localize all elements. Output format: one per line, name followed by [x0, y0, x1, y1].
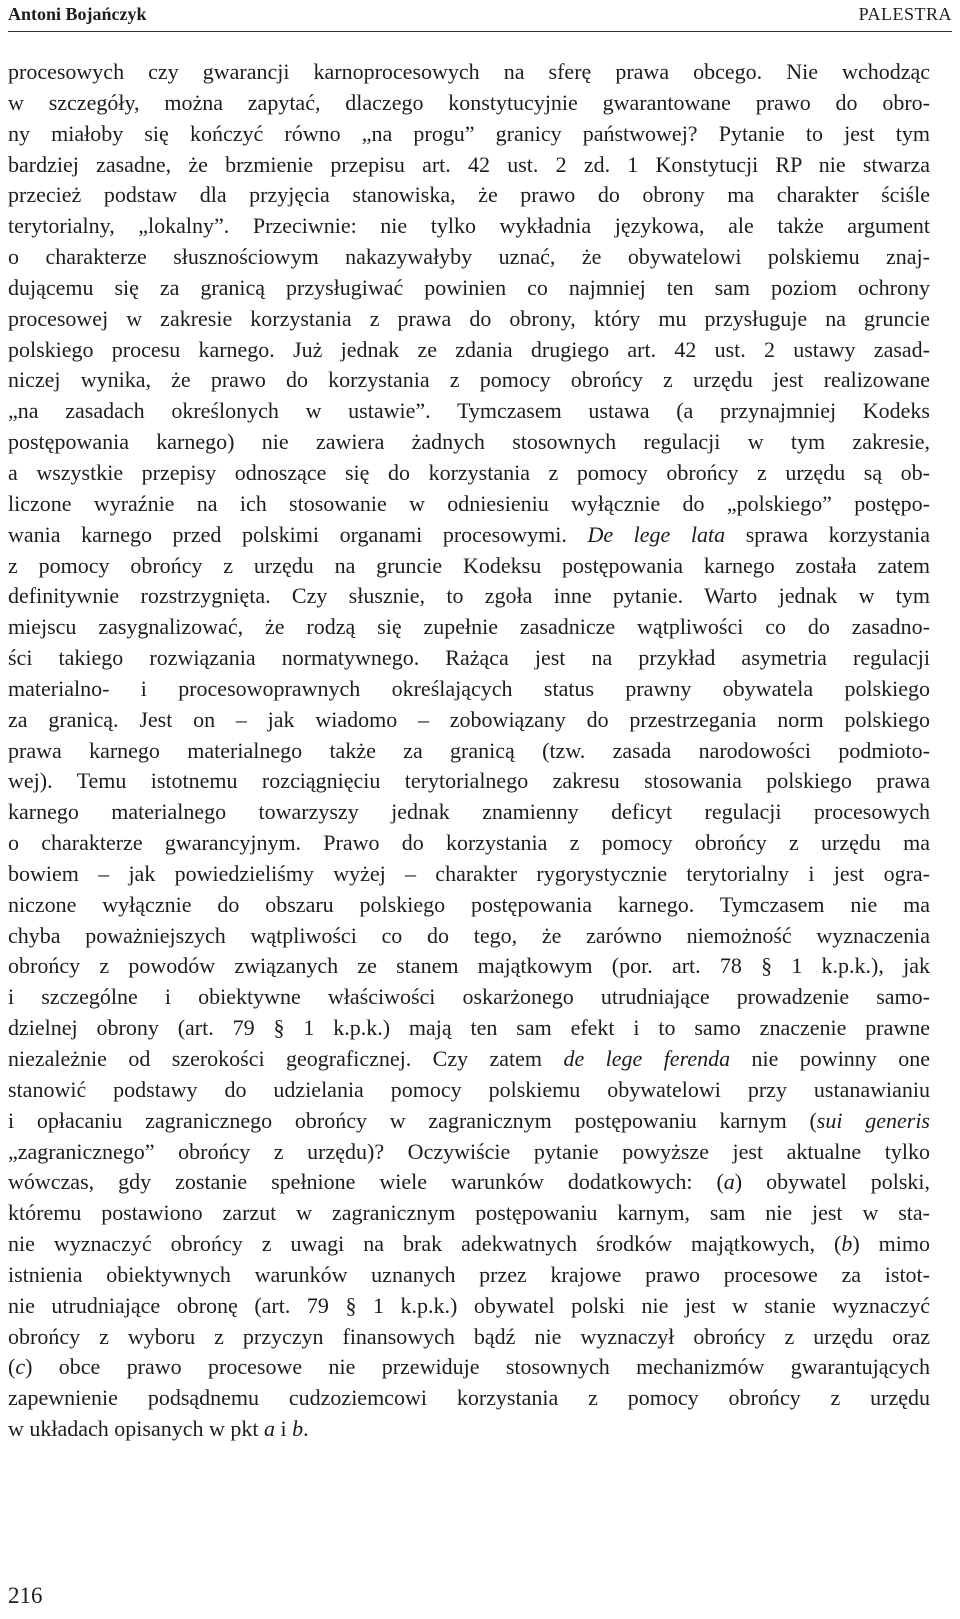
text-line: dującemu się za granicą przysługiwać powinien co najmniej ten sam poziom ochrony [8, 274, 930, 300]
text-line: karnego materialnego towarzyszy jednak znamienny deficyt regulacji procesowych [8, 799, 930, 825]
text-line: z pomocy obrońcy z urzędu na gruncie Kodeksu postępowania karnego została zatem [8, 552, 930, 578]
text-line: przecież podstaw dla przyjęcia stanowiska, że prawo do obrony ma charakter ściśle [8, 182, 930, 208]
text-line: i opłacaniu zagranicznego obrońcy w zagranicznym postępowaniu karnym (sui generis [8, 1107, 930, 1133]
text-line: prawa karnego materialnego także za granicą (tzw. zasada narodowości podmioto- [8, 737, 930, 763]
text-line: istnienia obiektywnych warunków uznanych przez krajowe prawo procesowe za istot- [8, 1261, 930, 1287]
text-line: ny miałoby się kończyć równo „na progu” granicy państwowej? Pytanie to jest tym [8, 120, 930, 146]
text-line: niczej wynika, że prawo do korzystania z pomocy obrońcy z urzędu jest realizowane [8, 367, 930, 393]
text-line: o charakterze słusznościowym nakazywałyby uznać, że obywatelowi polskiemu znaj- [8, 244, 930, 270]
text-line: obrońcy z powodów związanych ze stanem majątkowym (por. art. 78 § 1 k.p.k.), jak [8, 953, 930, 979]
text-line: bowiem – jak powiedzieliśmy wyżej – charakter rygorystycznie terytorialny i jest ogra- [8, 860, 930, 886]
text-line: bardziej zasadne, że brzmienie przepisu art. 42 ust. 2 zd. 1 Konstytucji RP nie stwarza [8, 151, 930, 177]
text-line: miejscu zasygnalizować, że rodzą się zupełnie zasadnicze wątpliwości co do zasadno- [8, 614, 930, 640]
text-line: a wszystkie przepisy odnoszące się do korzystania z pomocy obrońcy z urzędu są ob- [8, 459, 930, 485]
header-journal: PALESTRA [858, 4, 952, 24]
text-line: niezależnie od szerokości geograficznej. Czy zatem de lege ferenda nie powinny one [8, 1046, 930, 1071]
text-line: w szczegóły, można zapytać, dlaczego konstytucyjnie gwarantowane prawo do obro- [8, 89, 930, 115]
text-line: postępowania karnego) nie zawiera żadnych stosownych regulacji w tym zakresie, [8, 429, 930, 455]
text-line: „zagranicznego” obrońcy z urzędu)? Oczywiście pytanie powyższe jest aktualne tylko [8, 1138, 930, 1164]
text-line: o charakterze gwarancyjnym. Prawo do korzystania z pomocy obrońcy z urzędu ma [8, 830, 930, 856]
text-line: liczone wyraźnie na ich stosowanie w odniesieniu wyłącznie do „polskiego” postępo- [8, 490, 930, 516]
text-line: (c) obce prawo procesowe nie przewiduje stosownych mechanizmów gwarantujących [8, 1354, 930, 1380]
text-line: procesowej w zakresie korzystania z prawa do obrony, który mu przysługuje na gruncie [8, 305, 930, 331]
text-line: za granicą. Jest on – jak wiadomo – zobowiązany do przestrzegania norm polskiego [8, 706, 930, 732]
text-line: wej). Temu istotnemu rozciągnięciu terytorialnego zakresu stosowania polskiego prawa [8, 768, 930, 794]
text-line: w układach opisanych w pkt a i b. [8, 1416, 309, 1442]
text-line: terytorialny, „lokalny”. Przeciwnie: nie tylko wykładnia językowa, ale także argument [8, 213, 930, 239]
body-paragraph [8, 57, 930, 1445]
text-line: nie utrudniające obronę (art. 79 § 1 k.p.k.) obywatel polski nie jest w stanie wyznaczyć [8, 1292, 930, 1318]
text-line: chyba poważniejszych wątpliwości co do tego, że zarówno niemożność wyznaczenia [8, 922, 930, 948]
text-line: obrońcy z wyboru z przyczyn finansowych bądź nie wyznaczył obrońcy z urzędu oraz [8, 1323, 930, 1349]
text-line: ści takiego rozwiązania normatywnego. Rażąca jest na przykład asymetria regulacji [8, 645, 930, 671]
text-line: niczone wyłącznie do obszaru polskiego postępowania karnego. Tymczasem nie ma [8, 891, 930, 917]
text-line: zapewnienie podsądnemu cudzoziemcowi korzystania z pomocy obrońcy z urzędu [8, 1385, 930, 1411]
running-header [8, 0, 952, 32]
text-line: stanowić podstawy do udzielania pomocy polskiemu obywatelowi przy ustanawianiu [8, 1076, 930, 1102]
text-line: materialno- i procesowoprawnych określających status prawny obywatela polskiego [8, 675, 930, 701]
text-line: procesowych czy gwarancji karnoprocesowych na sferę prawa obcego. Nie wchodząc [8, 59, 930, 84]
header-author: Antoni Bojańczyk [8, 4, 147, 24]
page-number: 216 [8, 1583, 43, 1608]
text-line: definitywnie rozstrzygnięta. Czy słusznie, to zgoła inne pytanie. Warto jednak w tym [8, 583, 930, 609]
text-line: nie wyznaczyć obrońcy z uwagi na brak adekwatnych środków majątkowych, (b) mimo [8, 1231, 930, 1257]
text-line: wówczas, gdy zostanie spełnione wiele warunków dodatkowych: (a) obywatel polski, [8, 1169, 930, 1195]
text-line: polskiego procesu karnego. Już jednak ze zdania drugiego art. 42 ust. 2 ustawy zasad- [8, 336, 930, 362]
text-line: „na zasadach określonych w ustawie”. Tymczasem ustawa (a przynajmniej Kodeks [8, 398, 930, 424]
text-line: i szczególne i obiektywne właściwości oskarżonego utrudniające prowadzenie samo- [8, 984, 930, 1010]
text-line: wania karnego przed polskimi organami procesowymi. De lege lata sprawa korzystania [8, 521, 930, 547]
text-line: dzielnej obrony (art. 79 § 1 k.p.k.) mają ten sam efekt i to samo znaczenie prawne [8, 1015, 930, 1041]
text-line: któremu postawiono zarzut w zagranicznym postępowaniu karnym, sam nie jest w sta- [8, 1200, 930, 1226]
